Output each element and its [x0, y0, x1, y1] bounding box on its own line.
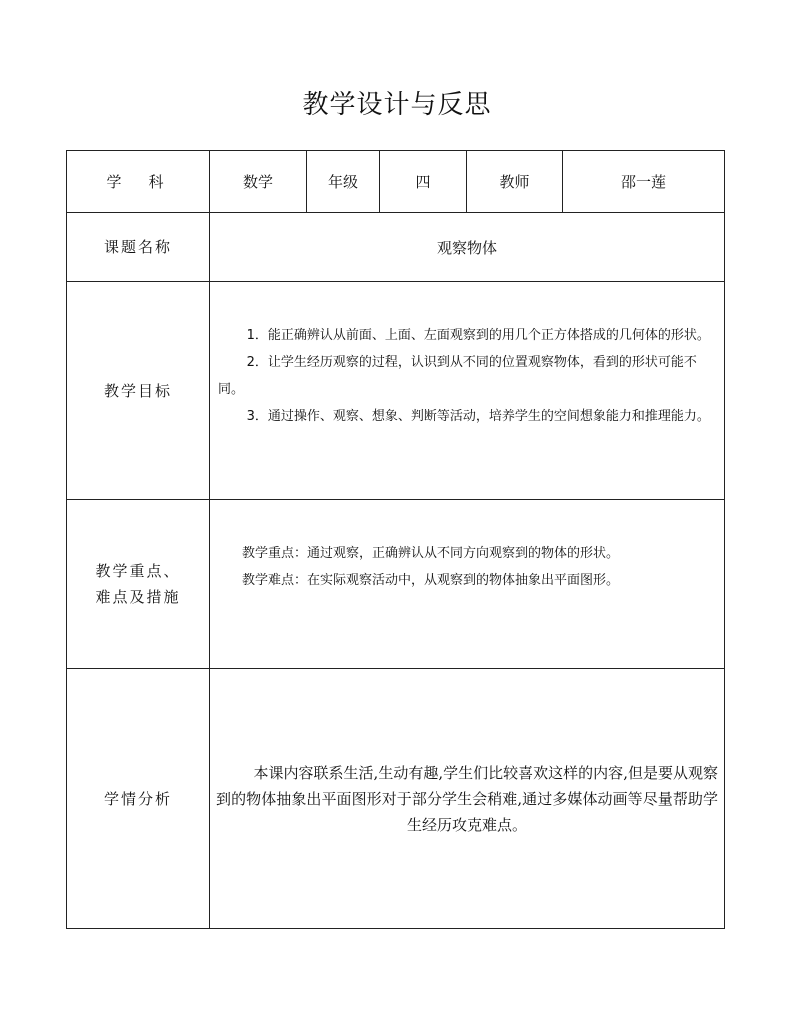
subject-value: 数学	[210, 151, 307, 213]
analysis-text: 本课内容联系生活,生动有趣,学生们比较喜欢这样的内容,但是要从观察到的物体抽象出平面图形对于部分学生会稍难,通过多媒体动画等尽量帮助学生经历攻克难点。	[216, 763, 718, 834]
header-row	[67, 151, 725, 213]
teacher-label: 教师	[467, 151, 563, 213]
objectives-label: 教学目标	[67, 282, 210, 500]
objective-item: 1．能正确辨认从前面、上面、左面观察到的用几个正方体搭成的几何体的形状。	[246, 328, 710, 343]
teacher-value: 邵一莲	[563, 151, 725, 213]
grade-value: 四	[380, 151, 467, 213]
key-points-label-line2: 难点及措施	[95, 588, 181, 606]
objectives-row	[67, 282, 725, 500]
document-title: 教学设计与反思	[302, 90, 492, 120]
analysis-row	[67, 669, 725, 929]
topic-value: 观察物体	[210, 213, 725, 282]
grade-label: 年级	[307, 151, 380, 213]
topic-label: 课题名称	[67, 213, 210, 282]
objective-item: 3．通过操作、观察、想象、判断等活动，培养学生的空间想象能力和推理能力。	[246, 409, 710, 424]
topic-row	[67, 213, 725, 282]
objective-item: 2．让学生经历观察的过程，认识到从不同的位置观察物体，看到的形状可能不同。	[218, 355, 697, 397]
key-points-label-line1: 教学重点、	[95, 562, 181, 580]
analysis-content	[210, 669, 725, 929]
teaching-key-point: 教学重点：通过观察，正确辨认从不同方向观察到的物体的形状。	[242, 546, 620, 561]
key-points-row	[67, 500, 725, 669]
key-points-label	[67, 500, 210, 669]
analysis-label: 学情分析	[67, 669, 210, 929]
objectives-content	[210, 282, 725, 500]
subject-label: 学 科	[67, 151, 210, 213]
lesson-design-table	[66, 150, 725, 929]
teaching-difficulty: 教学难点：在实际观察活动中，从观察到的物体抽象出平面图形。	[242, 573, 620, 588]
key-points-content	[210, 500, 725, 669]
